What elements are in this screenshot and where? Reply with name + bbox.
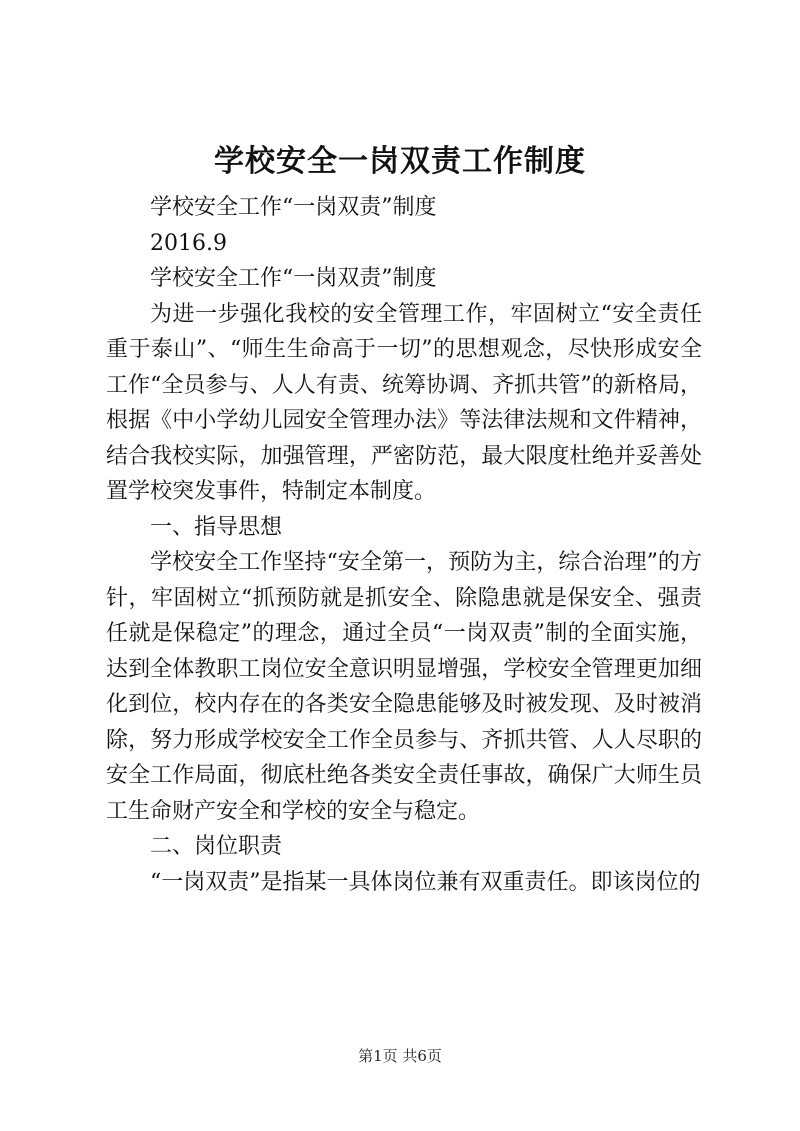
paragraph-subtitle-repeat: 学校安全工作“一岗双责”制度	[150, 266, 437, 291]
page-footer: 第1页 共6页	[358, 1047, 442, 1065]
section-heading-job-duties: 二、岗位职责	[150, 834, 283, 859]
document-body	[106, 190, 702, 900]
paragraph-subtitle: 学校安全工作“一岗双责”制度	[150, 195, 437, 220]
section-heading-guiding-ideology: 一、指导思想	[150, 514, 283, 540]
paragraph-date: 2016.9	[150, 230, 227, 256]
paragraph-intro: 为进一步强化我校的安全管理工作，牢固树立“安全责任重于泰山”、“师生生命高于一切”的思想观念，尽快形成安全工作“全员参与、人人有责、统筹协调、齐抓共管”的新格局，根据《中小学幼儿园安全管理办法》等法律法规和文件精神，结合我校实际，加强管理，严密防范，最大限度杜绝并妥善处置学校突发事件，特制定本制度。	[106, 301, 702, 504]
paragraph-guiding-ideology: 学校安全工作坚持“安全第一，预防为主，综合治理”的方针，牢固树立“抓预防就是抓安全、除隐患就是保安全、强责任就是保稳定”的理念，通过全员“一岗双责”制的全面实施，达到全体教职工岗位安全意识明显增强，学校安全管理更加细化到位，校内存在的各类安全隐患能够及时被发现、及时被消除，努力形成学校安全工作全员参与、齐抓共管、人人尽职的安全工作局面，彻底杜绝各类安全责任事故，确保广大师生员工生命财产安全和学校的安全与稳定。	[106, 550, 702, 824]
paragraph-job-duties: “一岗双责”是指某一具体岗位兼有双重责任。即该岗位的	[150, 869, 701, 895]
document-title: 学校安全一岗双责工作制度	[214, 144, 586, 179]
